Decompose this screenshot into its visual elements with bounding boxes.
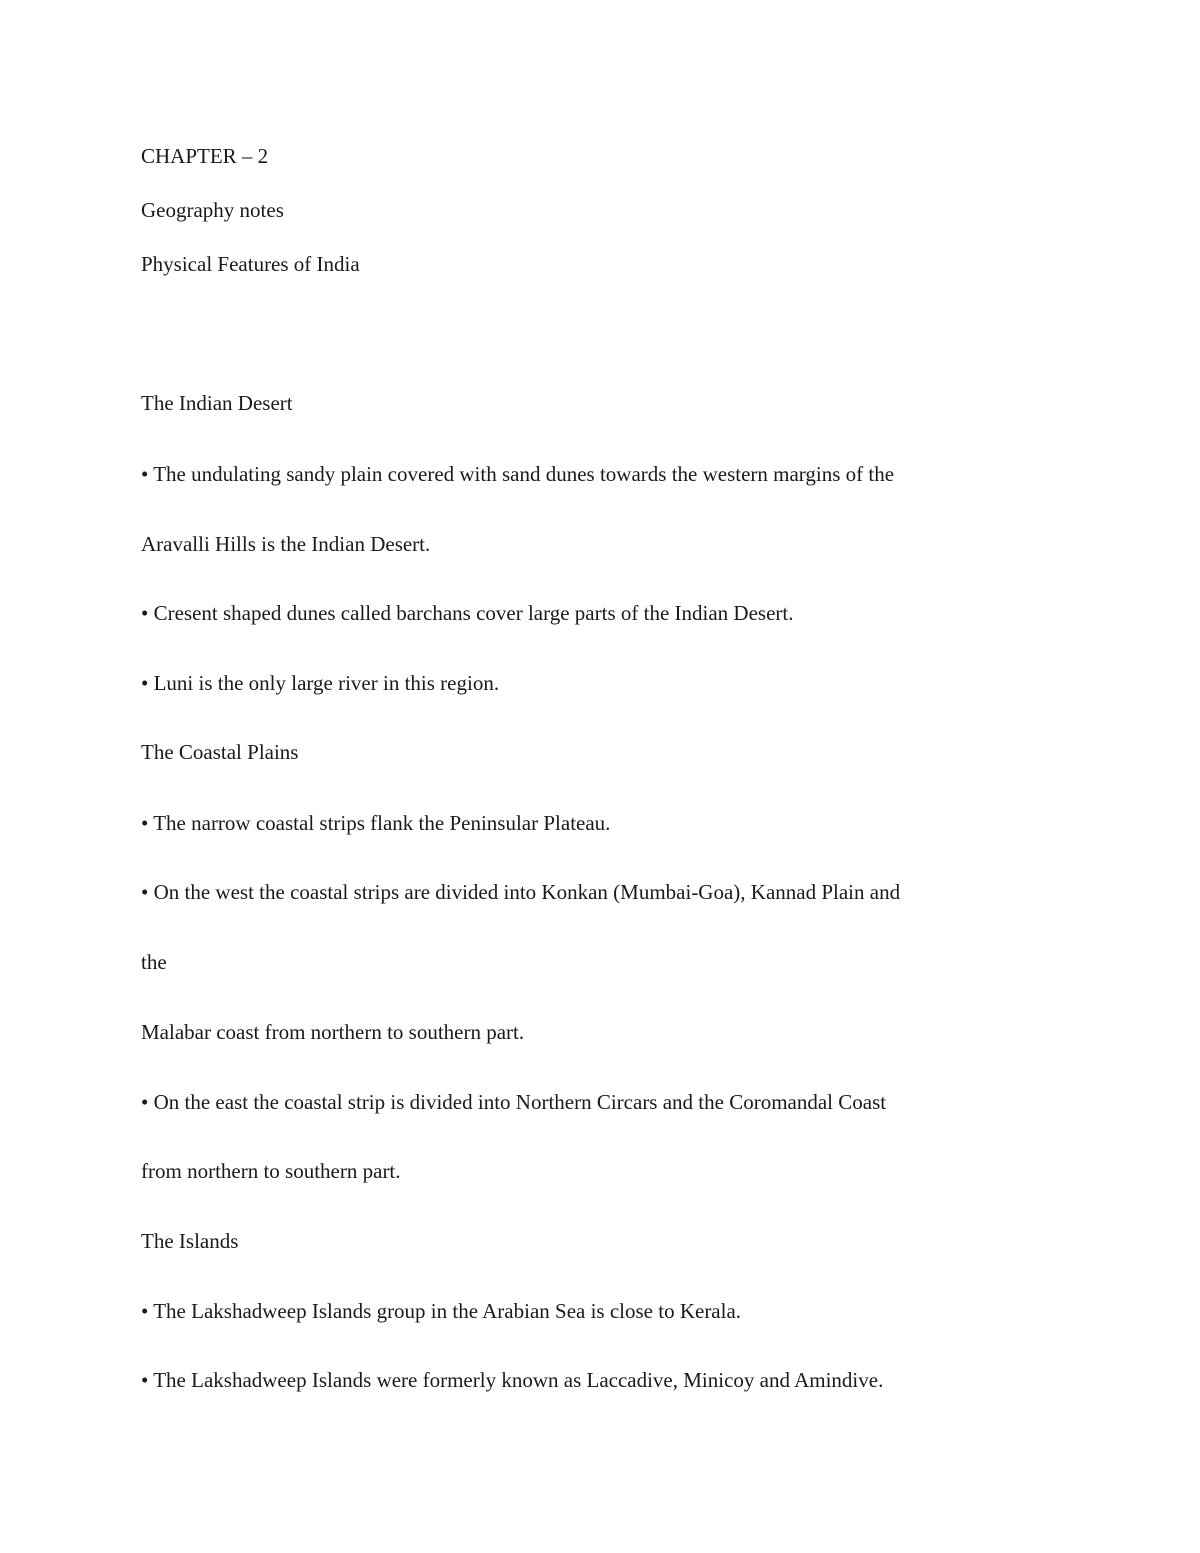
- paragraph-line: • Luni is the only large river in this region.: [141, 671, 500, 695]
- paragraph-line: Aravalli Hills is the Indian Desert.: [141, 532, 431, 556]
- paragraph-line: • The undulating sandy plain covered with sand dunes towards the western margins of the: [141, 462, 895, 486]
- chapter-label: CHAPTER – 2: [141, 144, 269, 168]
- section-heading-coastal-plains: The Coastal Plains: [141, 740, 299, 764]
- paragraph-line: • On the west the coastal strips are divided into Konkan (Mumbai-Goa), Kannad Plain and: [141, 880, 901, 904]
- paragraph-line: the: [141, 950, 167, 974]
- section-heading-islands: The Islands: [141, 1229, 239, 1253]
- paragraph-line: Malabar coast from northern to southern part.: [141, 1020, 525, 1044]
- paragraph-line: • On the east the coastal strip is divided into Northern Circars and the Coromandal Coast: [141, 1090, 887, 1114]
- paragraph-line: • The Lakshadweep Islands were formerly known as Laccadive, Minicoy and Amindive.: [141, 1368, 884, 1392]
- topic-title: Physical Features of India: [141, 252, 360, 276]
- paragraph-line: • The Lakshadweep Islands group in the Arabian Sea is close to Kerala.: [141, 1299, 742, 1323]
- paragraph-line: • Cresent shaped dunes called barchans cover large parts of the Indian Desert.: [141, 601, 794, 625]
- paragraph-line: • The narrow coastal strips flank the Peninsular Plateau.: [141, 811, 611, 835]
- section-heading-indian-desert: The Indian Desert: [141, 391, 293, 415]
- subject-label: Geography notes: [141, 198, 284, 222]
- paragraph-line: from northern to southern part.: [141, 1159, 401, 1183]
